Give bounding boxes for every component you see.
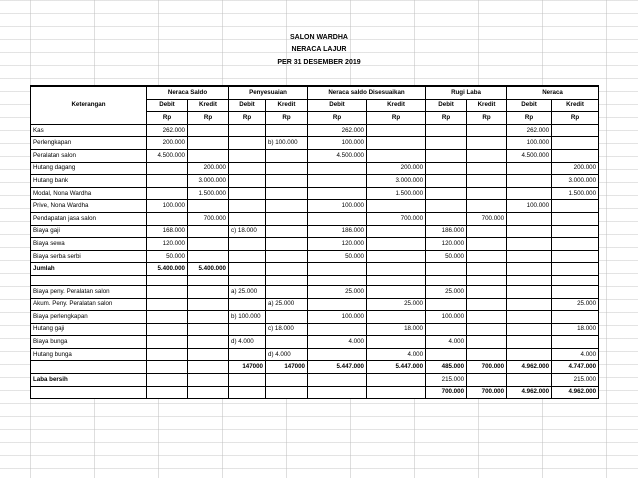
cell-value [552, 311, 599, 324]
laba-bersih-row [31, 374, 599, 387]
cell-value [552, 263, 599, 276]
table-row [31, 212, 599, 225]
cell-value: 147000 [266, 361, 308, 374]
cell-value [266, 386, 308, 399]
cell-value: 25.000 [367, 298, 426, 311]
cell-value: 4.747.000 [552, 361, 599, 374]
cell-keterangan: Jumlah [31, 263, 147, 276]
cell-value [229, 323, 266, 336]
cell-value [467, 149, 507, 162]
cell-value [367, 285, 426, 298]
cell-value [229, 137, 266, 150]
cell-value [467, 336, 507, 349]
cell-value [467, 137, 507, 150]
table-row [31, 137, 599, 150]
table-row [31, 187, 599, 200]
cell-value: c) 18.000 [229, 225, 266, 238]
cell-value: 168.000 [147, 225, 188, 238]
header-neraca-saldo-disesuaikan: Neraca saldo Disesuaikan [308, 86, 426, 99]
cell-value [426, 187, 467, 200]
cell-value: 18.000 [552, 323, 599, 336]
table-row [31, 348, 599, 361]
cell-value: 1.500.000 [367, 187, 426, 200]
cell-value: 200.000 [188, 162, 229, 175]
cell-keterangan: Perlengkapan [31, 137, 147, 150]
header-kredit: Kredit [467, 99, 507, 112]
cell-value [507, 263, 552, 276]
cell-value [188, 298, 229, 311]
cell-value: 700.000 [426, 386, 467, 399]
cell-value [426, 323, 467, 336]
cell-value [147, 162, 188, 175]
empty-cell [308, 275, 367, 285]
cell-value [229, 250, 266, 263]
cell-value [147, 348, 188, 361]
empty-cell [426, 275, 467, 285]
header-kredit: Kredit [552, 99, 599, 112]
cell-value: 3.000.000 [188, 175, 229, 188]
cell-value [266, 187, 308, 200]
cell-value: 100.000 [426, 311, 467, 324]
header-currency: Rp [367, 112, 426, 125]
cell-value [426, 124, 467, 137]
table-body [31, 124, 599, 398]
cell-value [507, 374, 552, 387]
table-row [31, 250, 599, 263]
cell-value [188, 225, 229, 238]
cell-value: 200.000 [367, 162, 426, 175]
cell-value: a) 25.000 [266, 298, 308, 311]
cell-value: 200.000 [147, 137, 188, 150]
table-row [31, 124, 599, 137]
cell-value [426, 149, 467, 162]
cell-value: 5.400.000 [188, 263, 229, 276]
cell-value: 3.000.000 [367, 175, 426, 188]
cell-value: 4.962.000 [507, 361, 552, 374]
cell-value [188, 137, 229, 150]
cell-keterangan: Biaya gaji [31, 225, 147, 238]
cell-value: 147000 [229, 361, 266, 374]
cell-value [188, 361, 229, 374]
cell-value: 186.000 [308, 225, 367, 238]
cell-value [367, 225, 426, 238]
cell-keterangan: Kas [31, 124, 147, 137]
cell-value: 25.000 [552, 298, 599, 311]
cell-value [507, 336, 552, 349]
report-title: NERACA LAJUR [291, 46, 347, 53]
spacer-row [31, 275, 599, 285]
header-debit: Debit [229, 99, 266, 112]
empty-cell [147, 275, 188, 285]
cell-value [147, 298, 188, 311]
cell-value [467, 285, 507, 298]
header-currency: Rp [188, 112, 229, 125]
cell-value: d) 4.000 [266, 348, 308, 361]
header-debit: Debit [308, 99, 367, 112]
cell-value [147, 212, 188, 225]
cell-value: 700.000 [467, 212, 507, 225]
cell-value [467, 225, 507, 238]
header-currency: Rp [507, 112, 552, 125]
cell-value [266, 311, 308, 324]
cell-value [552, 250, 599, 263]
cell-value: 700.000 [188, 212, 229, 225]
cell-value [552, 149, 599, 162]
cell-value: 1.500.000 [188, 187, 229, 200]
cell-value [367, 137, 426, 150]
cell-value [507, 298, 552, 311]
cell-value [229, 124, 266, 137]
cell-value [426, 200, 467, 213]
cell-value [367, 250, 426, 263]
cell-value [266, 285, 308, 298]
cell-value [229, 175, 266, 188]
cell-value [188, 374, 229, 387]
cell-value [367, 336, 426, 349]
cell-value: 4.500.000 [507, 149, 552, 162]
cell-value: 4.000 [367, 348, 426, 361]
empty-cell [31, 275, 147, 285]
cell-value [266, 124, 308, 137]
header-kredit: Kredit [266, 99, 308, 112]
cell-value [308, 323, 367, 336]
cell-value [308, 263, 367, 276]
cell-value: b) 100.000 [229, 311, 266, 324]
header-neraca-saldo: Neraca Saldo [147, 86, 229, 99]
cell-keterangan: Pendapatan jasa salon [31, 212, 147, 225]
report-period: PER 31 DESEMBER 2019 [277, 59, 361, 66]
cell-value: 186.000 [426, 225, 467, 238]
table-row [31, 162, 599, 175]
cell-value [308, 348, 367, 361]
cell-value: 700.000 [367, 212, 426, 225]
cell-value [147, 336, 188, 349]
cell-value [552, 238, 599, 251]
cell-value [229, 374, 266, 387]
cell-value [308, 175, 367, 188]
cell-keterangan: Biaya sewa [31, 238, 147, 251]
cell-value [147, 175, 188, 188]
cell-value: 120.000 [426, 238, 467, 251]
cell-value [552, 285, 599, 298]
cell-value: 50.000 [147, 250, 188, 263]
cell-keterangan: Akum. Peny. Peralatan salon [31, 298, 147, 311]
cell-value: 700.000 [467, 386, 507, 399]
cell-value [229, 149, 266, 162]
header-currency: Rp [426, 112, 467, 125]
cell-keterangan: Biaya bunga [31, 336, 147, 349]
cell-value [467, 124, 507, 137]
cell-value [188, 149, 229, 162]
cell-value [367, 311, 426, 324]
cell-keterangan [31, 386, 147, 399]
cell-value [467, 323, 507, 336]
cell-value [467, 200, 507, 213]
header-debit: Debit [426, 99, 467, 112]
cell-value: 100.000 [147, 200, 188, 213]
cell-value [229, 238, 266, 251]
header-currency: Rp [147, 112, 188, 125]
cell-value [188, 386, 229, 399]
cell-value: 50.000 [308, 250, 367, 263]
cell-value [507, 285, 552, 298]
cell-value: d) 4.000 [229, 336, 266, 349]
header-keterangan: Keterangan [31, 86, 147, 124]
cell-value [188, 238, 229, 251]
header-currency: Rp [308, 112, 367, 125]
cell-value [552, 137, 599, 150]
cell-value [507, 323, 552, 336]
cell-value: 1.500.000 [552, 187, 599, 200]
cell-value [552, 200, 599, 213]
cell-value [188, 250, 229, 263]
cell-value: c) 18.000 [266, 323, 308, 336]
header-kredit: Kredit [367, 99, 426, 112]
table-row [31, 238, 599, 251]
cell-value [426, 348, 467, 361]
cell-value: 5.400.000 [147, 263, 188, 276]
cell-value: 120.000 [308, 238, 367, 251]
cell-keterangan: Hutang bunga [31, 348, 147, 361]
header-debit: Debit [507, 99, 552, 112]
cell-value: b) 100.000 [266, 137, 308, 150]
empty-cell [266, 275, 308, 285]
cell-value [367, 238, 426, 251]
cell-value [507, 225, 552, 238]
cell-keterangan: Modal, Nona Wardha [31, 187, 147, 200]
empty-cell [367, 275, 426, 285]
jumlah-row [31, 263, 599, 276]
cell-keterangan: Biaya perlengkapan [31, 311, 147, 324]
table-row [31, 298, 599, 311]
table-row [31, 285, 599, 298]
header-currency: Rp [467, 112, 507, 125]
cell-value: 100.000 [507, 200, 552, 213]
table-row [31, 225, 599, 238]
empty-cell [552, 275, 599, 285]
table-row [31, 175, 599, 188]
cell-value [367, 124, 426, 137]
header-rugi-laba: Rugi Laba [426, 86, 507, 99]
cell-value: 4.500.000 [147, 149, 188, 162]
cell-value [147, 311, 188, 324]
cell-value [266, 200, 308, 213]
cell-value: 18.000 [367, 323, 426, 336]
header-debit: Debit [147, 99, 188, 112]
cell-value: 25.000 [426, 285, 467, 298]
table-row [31, 200, 599, 213]
cell-value [188, 311, 229, 324]
cell-keterangan: Hutang bank [31, 175, 147, 188]
cell-value [147, 285, 188, 298]
cell-value [229, 187, 266, 200]
cell-keterangan: Prive, Nona Wardha [31, 200, 147, 213]
header-currency: Rp [266, 112, 308, 125]
cell-value: 485.000 [426, 361, 467, 374]
cell-value [467, 311, 507, 324]
cell-value [188, 200, 229, 213]
cell-value: 4.962.000 [507, 386, 552, 399]
cell-value [229, 200, 266, 213]
cell-value [188, 348, 229, 361]
cell-value: 4.500.000 [308, 149, 367, 162]
empty-cell [188, 275, 229, 285]
cell-keterangan: Biaya serba serbi [31, 250, 147, 263]
header-currency: Rp [229, 112, 266, 125]
cell-value [147, 374, 188, 387]
cell-value [308, 212, 367, 225]
cell-value [426, 212, 467, 225]
cell-value [467, 263, 507, 276]
cell-value: 3.000.000 [552, 175, 599, 188]
cell-value [308, 386, 367, 399]
cell-value [467, 162, 507, 175]
cell-value: 200.000 [552, 162, 599, 175]
cell-value [507, 250, 552, 263]
cell-value [266, 175, 308, 188]
cell-value [507, 348, 552, 361]
cell-value [229, 348, 266, 361]
cell-value [552, 336, 599, 349]
company-title: SALON WARDHA [290, 34, 348, 41]
cell-value [147, 323, 188, 336]
cell-value [147, 187, 188, 200]
cell-value: 25.000 [308, 285, 367, 298]
grand-total-row [31, 386, 599, 399]
cell-value [467, 238, 507, 251]
header-kredit: Kredit [188, 99, 229, 112]
cell-value: 4.000 [426, 336, 467, 349]
cell-value [367, 374, 426, 387]
cell-value [266, 212, 308, 225]
cell-value: 262.000 [147, 124, 188, 137]
cell-value: 100.000 [308, 311, 367, 324]
cell-value [552, 212, 599, 225]
cell-value [308, 374, 367, 387]
cell-value [426, 175, 467, 188]
cell-value [426, 263, 467, 276]
cell-value: 4.962.000 [552, 386, 599, 399]
cell-value [367, 200, 426, 213]
cell-value [507, 212, 552, 225]
cell-value: 120.000 [147, 238, 188, 251]
cell-value [426, 298, 467, 311]
cell-value [266, 263, 308, 276]
cell-value [426, 162, 467, 175]
cell-value [308, 298, 367, 311]
cell-value [229, 298, 266, 311]
cell-value: 700.000 [467, 361, 507, 374]
cell-value [507, 187, 552, 200]
table-row [31, 336, 599, 349]
cell-value [188, 285, 229, 298]
cell-value [467, 298, 507, 311]
header-neraca: Neraca [507, 86, 599, 99]
cell-value: 5.447.000 [308, 361, 367, 374]
subtotal-row [31, 361, 599, 374]
cell-value [147, 386, 188, 399]
cell-value [467, 348, 507, 361]
empty-cell [229, 275, 266, 285]
cell-value [266, 225, 308, 238]
cell-value [367, 263, 426, 276]
cell-value [229, 212, 266, 225]
cell-value [467, 187, 507, 200]
cell-value [229, 386, 266, 399]
cell-value [266, 374, 308, 387]
table-row [31, 149, 599, 162]
header-currency: Rp [552, 112, 599, 125]
cell-value: 100.000 [507, 137, 552, 150]
cell-keterangan [31, 361, 147, 374]
cell-value [266, 238, 308, 251]
cell-value [266, 149, 308, 162]
cell-value [507, 162, 552, 175]
cell-value [147, 361, 188, 374]
table-row [31, 323, 599, 336]
cell-value: 4.000 [308, 336, 367, 349]
cell-value [188, 323, 229, 336]
cell-value: 50.000 [426, 250, 467, 263]
cell-value [266, 336, 308, 349]
header-penyesuaian: Penyesuaian [229, 86, 308, 99]
cell-value [367, 386, 426, 399]
cell-value [467, 374, 507, 387]
neraca-lajur-table [30, 85, 599, 399]
cell-keterangan: Hutang dagang [31, 162, 147, 175]
cell-value [266, 162, 308, 175]
cell-value: a) 25.000 [229, 285, 266, 298]
cell-value: 262.000 [308, 124, 367, 137]
cell-value [507, 175, 552, 188]
cell-keterangan: Laba bersih [31, 374, 147, 387]
cell-value [552, 124, 599, 137]
cell-value [467, 175, 507, 188]
cell-value: 100.000 [308, 137, 367, 150]
cell-value: 5.447.000 [367, 361, 426, 374]
empty-cell [467, 275, 507, 285]
cell-value [188, 124, 229, 137]
cell-keterangan: Biaya peny. Peralatan salon [31, 285, 147, 298]
cell-value [229, 263, 266, 276]
empty-cell [507, 275, 552, 285]
cell-value [552, 225, 599, 238]
cell-value: 215.000 [552, 374, 599, 387]
cell-value [308, 187, 367, 200]
cell-value [507, 238, 552, 251]
cell-value: 215.000 [426, 374, 467, 387]
cell-value [507, 311, 552, 324]
cell-value [266, 250, 308, 263]
cell-value [229, 162, 266, 175]
cell-value [426, 137, 467, 150]
cell-keterangan: Peralatan salon [31, 149, 147, 162]
table-row [31, 311, 599, 324]
cell-value [188, 336, 229, 349]
cell-value: 100.000 [308, 200, 367, 213]
cell-value [467, 250, 507, 263]
cell-value [308, 162, 367, 175]
cell-value [367, 149, 426, 162]
cell-keterangan: Hutang gaji [31, 323, 147, 336]
cell-value: 4.000 [552, 348, 599, 361]
cell-value: 262.000 [507, 124, 552, 137]
